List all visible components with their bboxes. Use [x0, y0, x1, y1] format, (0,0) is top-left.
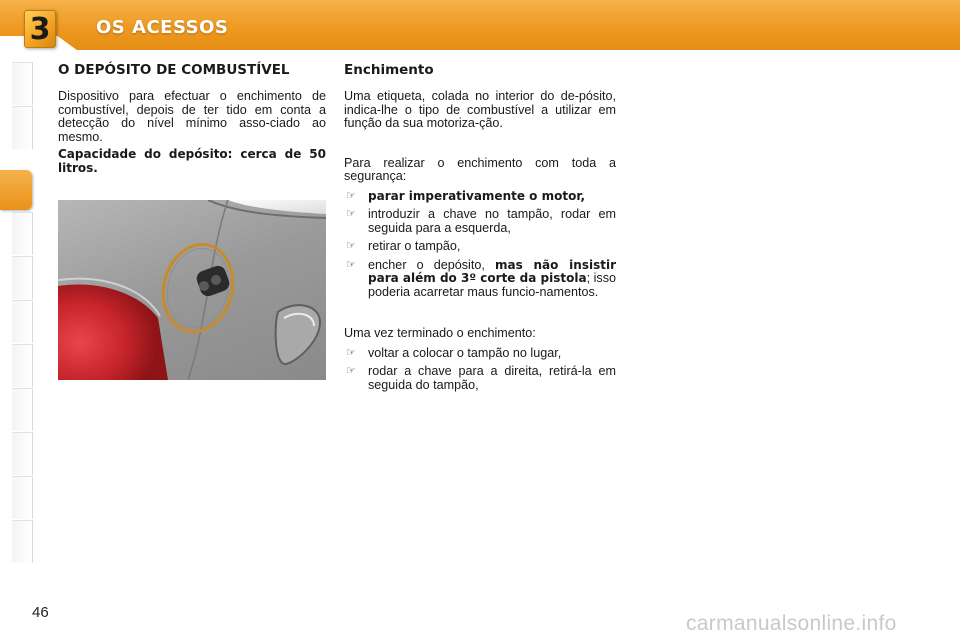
pointing-hand-icon: ☞: [346, 208, 356, 220]
chapter-tab-6[interactable]: [12, 300, 33, 343]
fuel-label-info: Uma etiqueta, colada no interior do de-pósito, indica-lhe o tipo de combustível a utilizar em função da sua motoriza-ção.: [344, 89, 616, 130]
page-number: 46: [32, 604, 49, 621]
pointing-hand-icon: ☞: [346, 189, 356, 202]
pointing-hand-icon: ☞: [346, 346, 356, 359]
filling-steps: [344, 190, 616, 300]
left-column: [58, 62, 326, 179]
list-item: [344, 259, 616, 300]
chapter-tab-11[interactable]: [12, 520, 33, 563]
tank-capacity: Capacidade do depósito: cerca de 50 litros.: [58, 147, 326, 175]
finish-steps: [344, 347, 616, 393]
watermark: carmanualsonline.info: [686, 612, 897, 635]
list-item: [344, 240, 616, 254]
chapter-tab-9[interactable]: [12, 432, 33, 475]
pointing-hand-icon: ☞: [346, 240, 356, 252]
list-item: [344, 190, 616, 204]
pointing-hand-icon: ☞: [346, 365, 356, 377]
step-fill-tank-post: ; isso poderia acarretar maus funcio-namentos.: [368, 271, 616, 299]
chapter-tab-1[interactable]: [12, 62, 33, 105]
finish-step-turn-key: rodar a chave para a direita, retirá-la em seguida do tampão,: [368, 364, 616, 392]
section-heading-fuel-tank: O DEPÓSITO DE COMBUSTÍVEL: [58, 62, 290, 78]
chapter-tab-10[interactable]: [12, 476, 33, 519]
chapter-tab-5[interactable]: [12, 256, 33, 299]
list-item: [344, 365, 616, 392]
fuel-tank-description: Dispositivo para efectuar o enchimento de combustível, depois de ter tido em conta a detecção do nível mínimo asso-ciado ao mesmo.: [58, 89, 326, 144]
list-item: [344, 347, 616, 361]
step-insert-key: introduzir a chave no tampão, rodar em seguida para a esquerda,: [368, 207, 616, 235]
fuel-filler-cap-photo: [58, 200, 326, 380]
chapter-tab-3-active[interactable]: [0, 170, 32, 210]
section-heading-filling: Enchimento: [344, 62, 434, 78]
tail-lamp: [58, 284, 168, 380]
right-column: [344, 62, 616, 397]
pointing-hand-icon: ☞: [346, 258, 356, 271]
finish-intro: Uma vez terminado o enchimento:: [344, 326, 536, 340]
step-fill-tank-warning: mas não insistir para além do 3º corte da pistola: [368, 257, 617, 285]
step-stop-engine: parar imperativamente o motor,: [368, 188, 586, 203]
chapter-tab-4[interactable]: [12, 212, 33, 255]
safety-intro: Para realizar o enchimento com toda a segurança:: [344, 155, 616, 183]
chapter-tab-2[interactable]: [12, 106, 33, 149]
chapter-tab-7[interactable]: [12, 344, 33, 387]
fuel-filler-illustration: [58, 200, 326, 380]
chapter-number-badge: 3: [24, 10, 56, 48]
finish-step-replace-cap: voltar a colocar o tampão no lugar,: [368, 345, 562, 360]
list-item: [344, 208, 616, 235]
chapter-title: OS ACESSOS: [96, 17, 229, 38]
chapter-tab-8[interactable]: [12, 388, 33, 431]
step-remove-cap: retirar o tampão,: [368, 239, 461, 253]
step-fill-tank-pre: encher o depósito,: [368, 257, 495, 272]
chapter-tabs: [0, 62, 34, 582]
